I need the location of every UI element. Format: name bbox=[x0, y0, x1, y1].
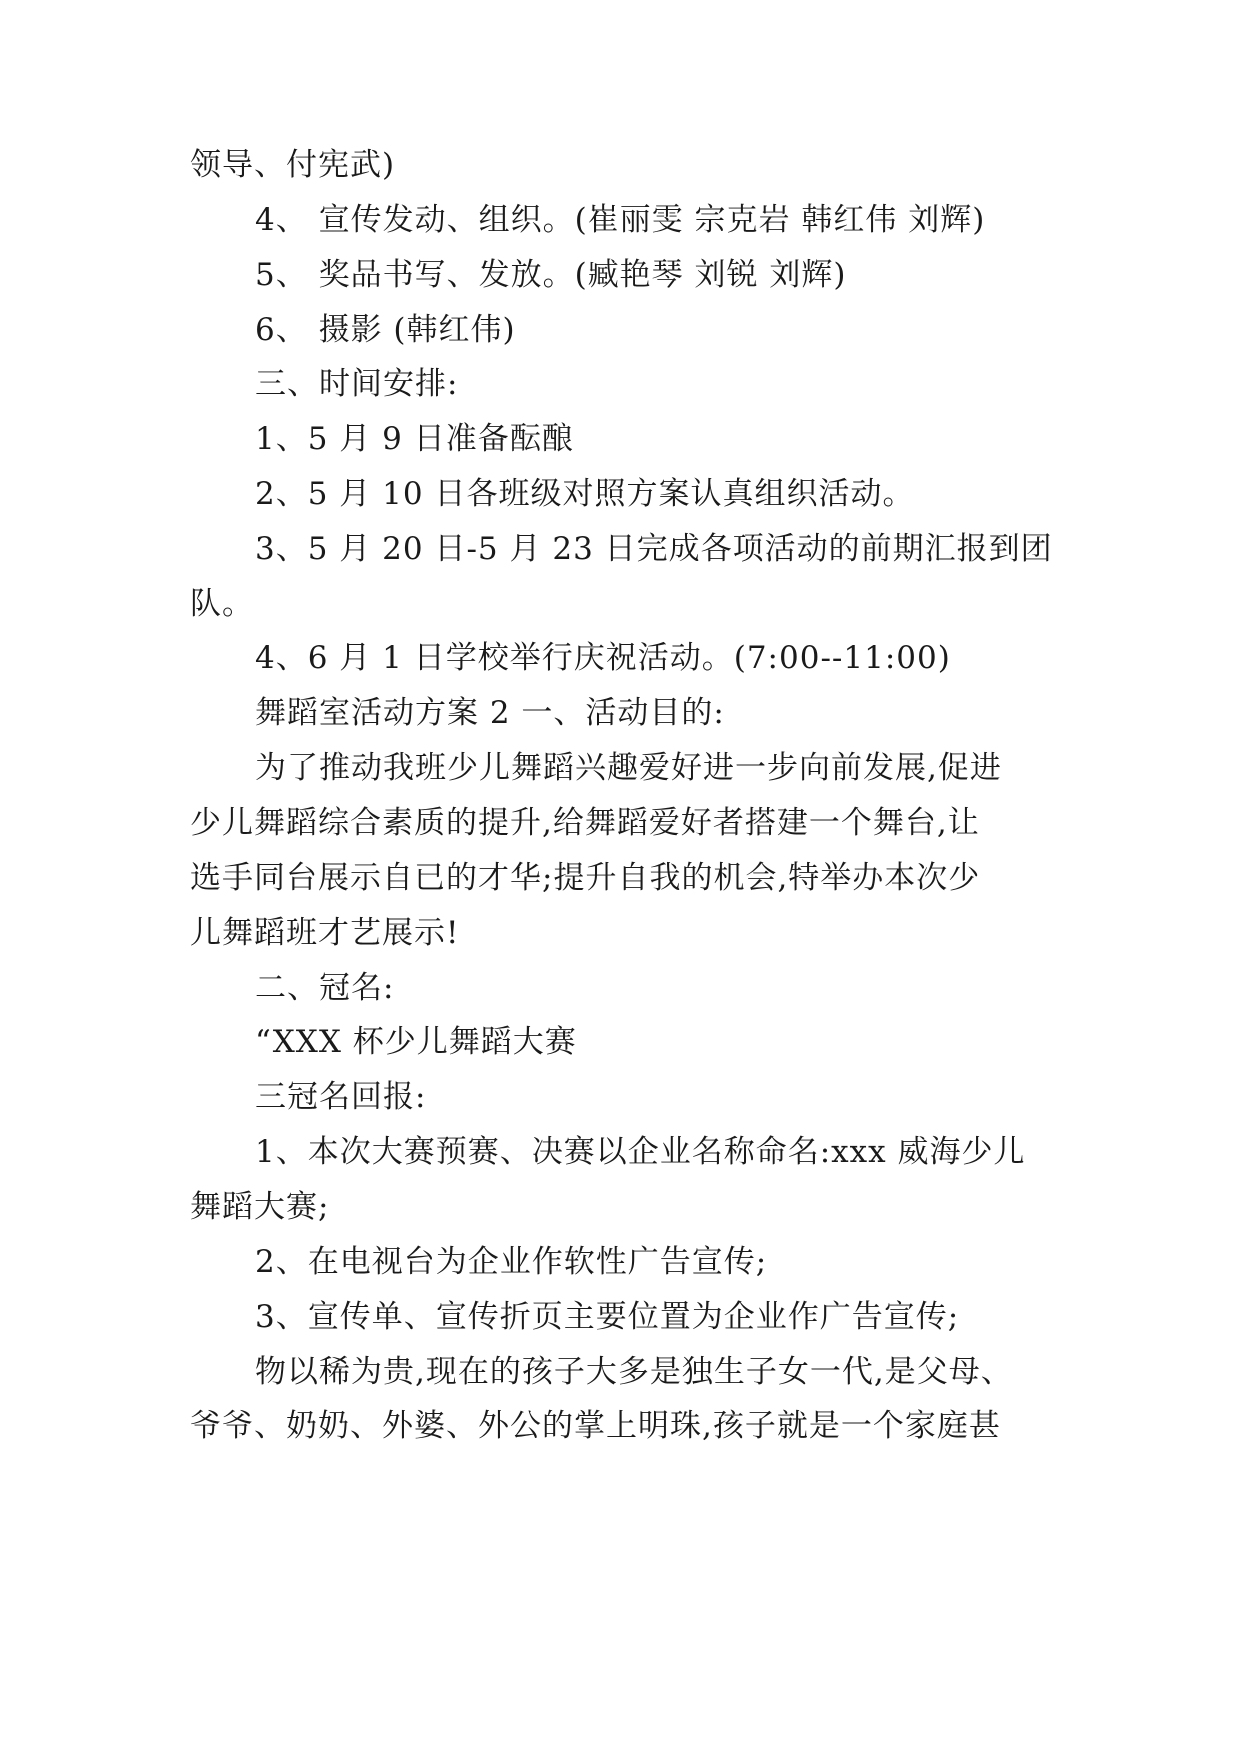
text-line: 舞蹈大赛; bbox=[190, 1189, 330, 1225]
text-line: 6、 摄影 (韩红伟) bbox=[255, 312, 516, 348]
text-line: 领导、付宪武) bbox=[190, 147, 396, 183]
text-line: 4、6 月 1 日学校举行庆祝活动。(7:00--11:00) bbox=[255, 640, 951, 676]
text-line: 3、5 月 20 日-5 月 23 日完成各项活动的前期汇报到团 bbox=[255, 531, 1053, 567]
text-line: 4、 宣传发动、组织。(崔丽雯 宗克岩 韩红伟 刘辉) bbox=[255, 202, 986, 238]
text-line: 少儿舞蹈综合素质的提升,给舞蹈爱好者搭建一个舞台,让 bbox=[190, 805, 980, 841]
section-heading: 三、时间安排: bbox=[255, 366, 459, 402]
text-line: 队。 bbox=[190, 586, 254, 622]
text-line: 儿舞蹈班才艺展示! bbox=[190, 915, 460, 951]
section-heading: 二、冠名: bbox=[255, 970, 395, 1006]
text-line: 2、在电视台为企业作软性广告宣传; bbox=[255, 1244, 768, 1280]
text-line: 1、5 月 9 日准备酝酿 bbox=[255, 421, 574, 457]
text-line: 选手同台展示自已的才华;提升自我的机会,特举办本次少 bbox=[190, 860, 981, 896]
text-line: 为了推动我班少儿舞蹈兴趣爱好进一步向前发展,促进 bbox=[255, 750, 1002, 786]
text-line: 1、本次大赛预赛、决赛以企业名称命名:xxx 威海少儿 bbox=[255, 1134, 1026, 1170]
text-line: 2、5 月 10 日各班级对照方案认真组织活动。 bbox=[255, 476, 915, 512]
text-line: 物以稀为贵,现在的孩子大多是独生子女一代,是父母、 bbox=[255, 1354, 1013, 1390]
text-line: “XXX 杯少儿舞蹈大赛 bbox=[255, 1024, 577, 1060]
section-heading: 三冠名回报: bbox=[255, 1079, 427, 1115]
text-line: 爷爷、奶奶、外婆、外公的掌上明珠,孩子就是一个家庭甚 bbox=[190, 1408, 1001, 1444]
section-heading: 舞蹈室活动方案 2 一、活动目的: bbox=[255, 695, 725, 731]
text-line: 3、宣传单、宣传折页主要位置为企业作广告宣传; bbox=[255, 1299, 960, 1335]
text-line: 5、 奖品书写、发放。(臧艳琴 刘锐 刘辉) bbox=[255, 257, 847, 293]
